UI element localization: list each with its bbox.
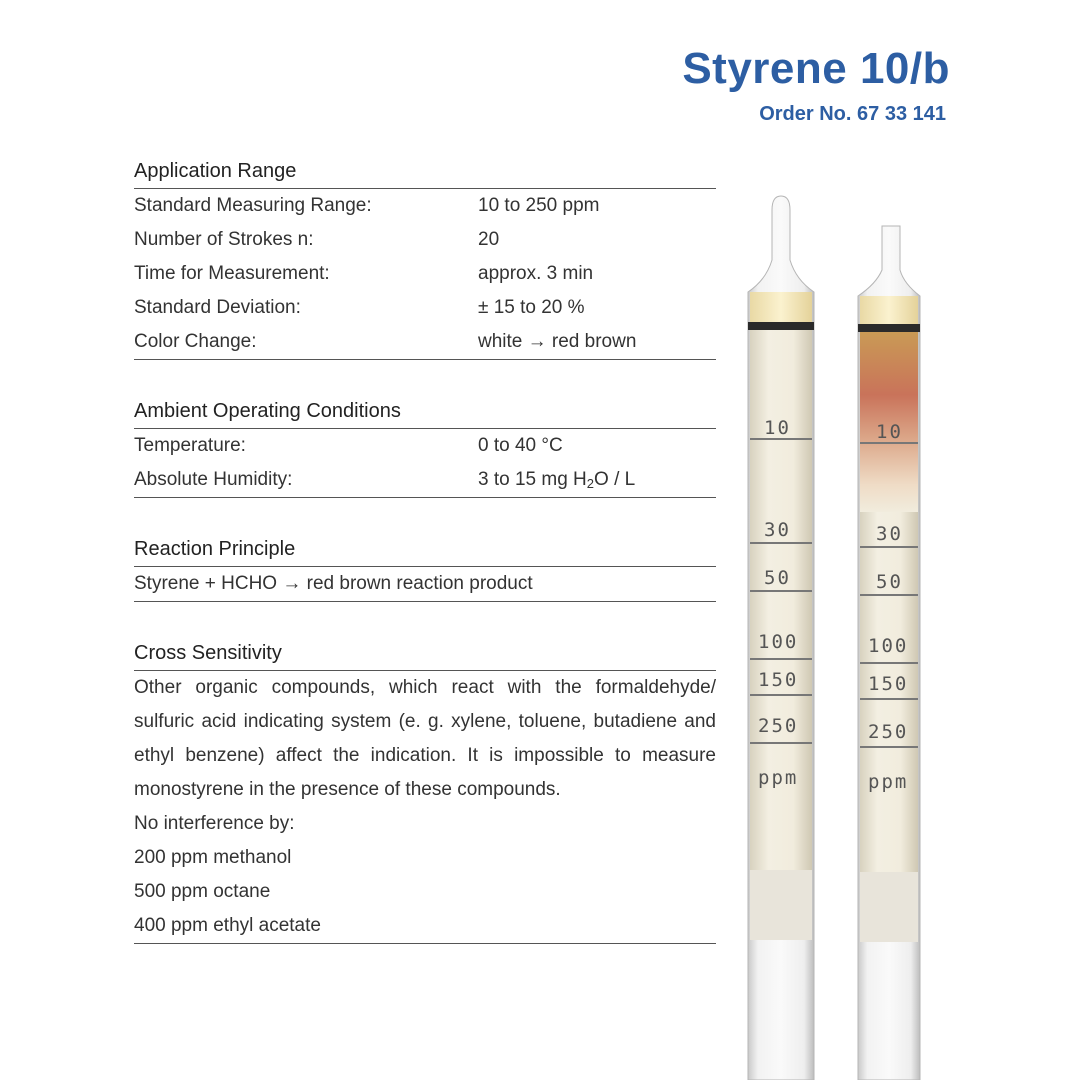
humidity-value-suffix: O / L — [594, 469, 636, 490]
humidity-label: Absolute Humidity: — [134, 469, 293, 490]
cross-sensitivity-heading: Cross Sensitivity — [134, 640, 716, 671]
scale-mark-10: 10 — [764, 417, 791, 439]
scale-unit: ppm — [758, 767, 799, 789]
scale-mark-250: 250 — [758, 715, 799, 737]
spec-value: approx. 3 min — [478, 263, 594, 284]
reaction-principle-section — [134, 536, 716, 602]
scale-mark-50: 50 — [876, 571, 903, 593]
temperature-value: 0 to 40 °C — [478, 435, 563, 456]
spec-row — [134, 325, 716, 359]
spec-value: 10 to 250 ppm — [478, 195, 600, 216]
spec-row — [134, 291, 716, 325]
spec-value: ± 15 to 20 % — [478, 297, 585, 318]
spec-label: Standard Measuring Range: — [134, 195, 372, 216]
reaction-text-row — [134, 567, 716, 601]
scale-mark-30: 30 — [764, 519, 791, 541]
cross-sensitivity-section — [134, 640, 716, 944]
application-range-rows — [134, 189, 716, 359]
used-tube — [858, 226, 920, 1080]
humidity-value — [478, 463, 716, 497]
scale-mark-150: 150 — [868, 673, 909, 695]
spec-value: 20 — [478, 229, 500, 250]
cross-sensitivity-line: 200 ppm methanol — [134, 847, 292, 868]
spec-row — [134, 223, 716, 257]
cross-sensitivity-line: 500 ppm octane — [134, 881, 271, 902]
humidity-value-prefix: 3 to 15 mg H — [478, 469, 587, 490]
page-title: Styrene 10/b — [682, 44, 950, 93]
spec-value: white → red brown — [478, 331, 637, 352]
scale-mark-100: 100 — [868, 635, 909, 657]
reaction-principle-heading: Reaction Principle — [134, 536, 716, 567]
scale-mark-100: 100 — [758, 631, 799, 653]
temperature-label: Temperature: — [134, 435, 246, 456]
scale-unit: ppm — [868, 771, 909, 793]
spec-label: Number of Strokes n: — [134, 229, 314, 250]
cross-sensitivity-paragraph: Other organic compounds, which react with the formaldehyde/ sulfuric acid indicating system (e. g. xylene, toluene, butadiene and ethyl benzene) affect the indication. It is impossible to measure monostyrene in the presence of these compounds. — [134, 677, 716, 800]
application-range-heading: Application Range — [134, 158, 716, 189]
scale-mark-250: 250 — [868, 721, 909, 743]
spec-label: Time for Measurement: — [134, 263, 330, 284]
ambient-conditions-section — [134, 398, 716, 498]
spec-label: Color Change: — [134, 331, 257, 352]
scale-mark-150: 150 — [758, 669, 799, 691]
detector-tubes-illustration — [736, 180, 1080, 1080]
spec-row — [134, 463, 716, 497]
scale-mark-10: 10 — [876, 421, 903, 443]
ambient-conditions-heading: Ambient Operating Conditions — [134, 398, 716, 429]
spec-row — [134, 257, 716, 291]
spec-row — [134, 429, 716, 463]
unused-tube — [748, 196, 814, 1080]
scale-mark-50: 50 — [764, 567, 791, 589]
application-range-section — [134, 158, 716, 360]
cross-sensitivity-line: 400 ppm ethyl acetate — [134, 915, 321, 936]
section-divider — [134, 601, 716, 602]
scale-mark-30: 30 — [876, 523, 903, 545]
cross-sensitivity-line: No interference by: — [134, 813, 295, 834]
section-divider — [134, 943, 716, 944]
order-number: Order No. 67 33 141 — [759, 103, 946, 125]
spec-label: Standard Deviation: — [134, 297, 301, 318]
humidity-value-subscript: 2 — [586, 476, 595, 491]
section-divider — [134, 497, 716, 498]
detector-tubes-svg — [736, 180, 1080, 1080]
spec-content — [134, 158, 716, 944]
reaction-text: Styrene + HCHO → red brown reaction product — [134, 573, 533, 594]
section-divider — [134, 359, 716, 360]
spec-row — [134, 189, 716, 223]
